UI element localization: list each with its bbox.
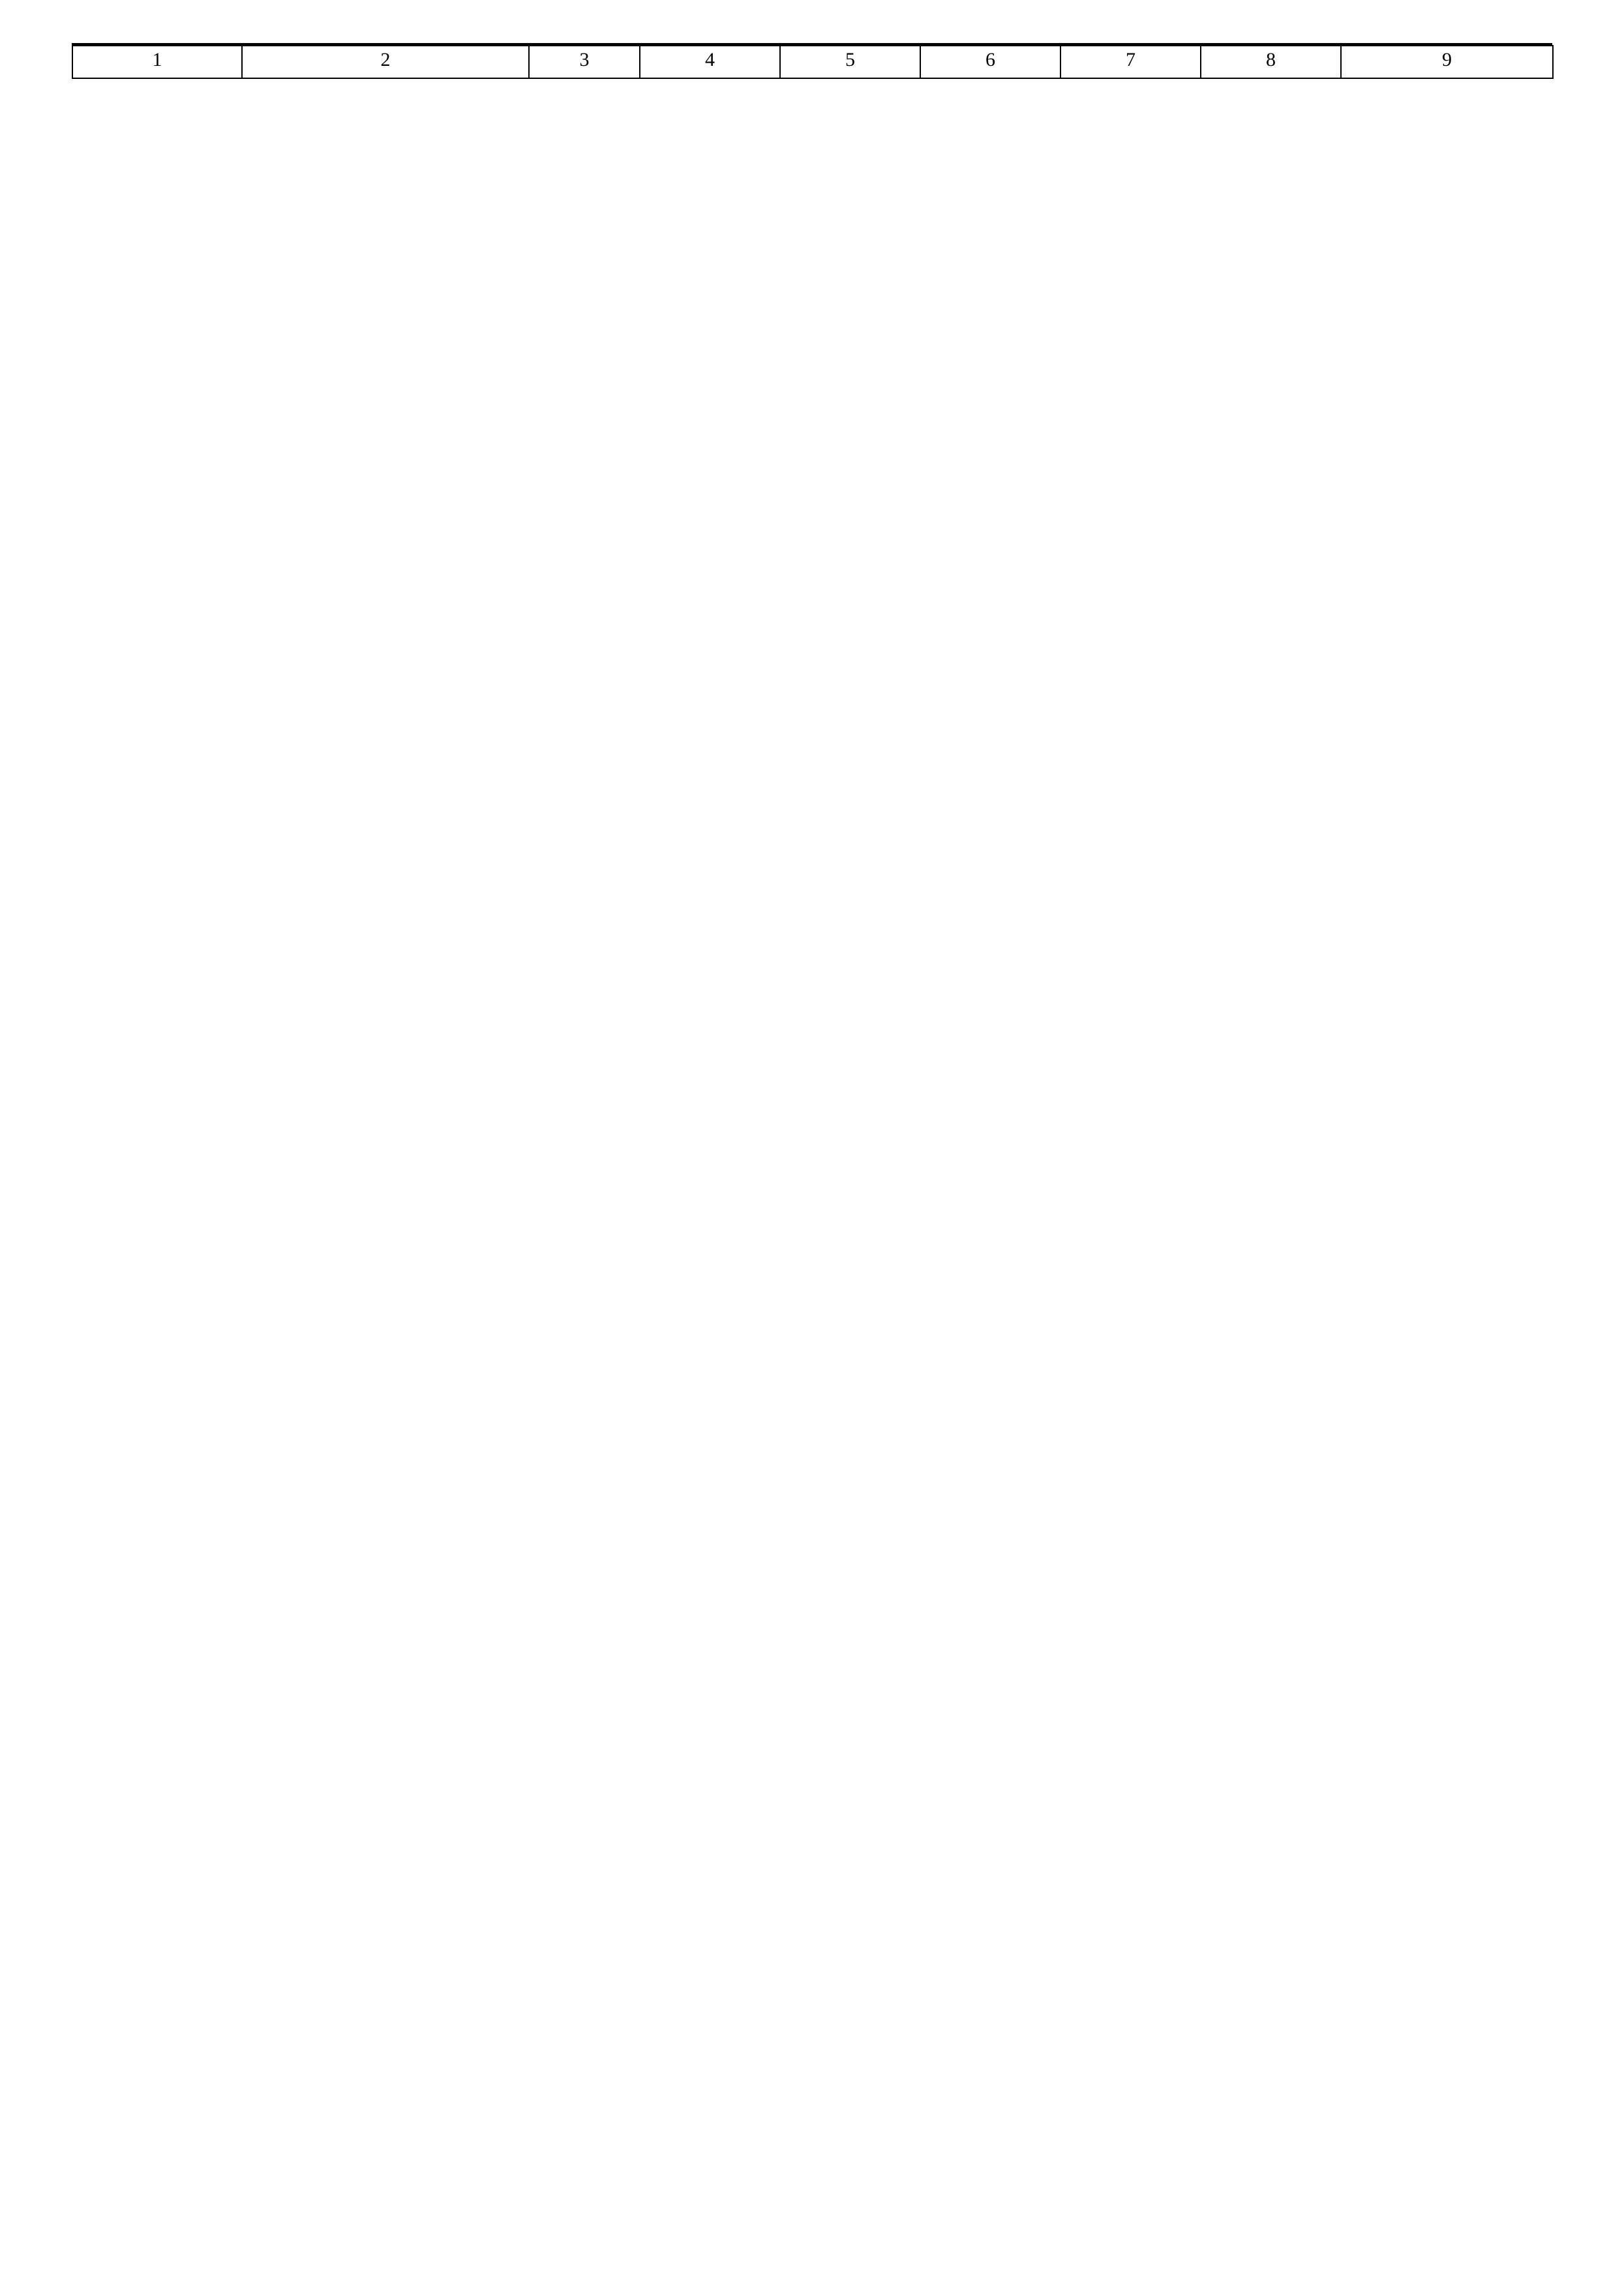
estimate-table (72, 45, 1554, 79)
column-number: 3 (529, 46, 640, 78)
column-numbers-row (72, 46, 1553, 78)
document-page (72, 39, 1552, 79)
column-number: 7 (1060, 46, 1201, 78)
column-number: 5 (780, 46, 920, 78)
column-number: 2 (242, 46, 529, 78)
column-number: 6 (920, 46, 1060, 78)
column-number: 9 (1341, 46, 1553, 78)
running-title (72, 39, 1552, 45)
column-number: 8 (1201, 46, 1341, 78)
column-number: 4 (640, 46, 780, 78)
column-number: 1 (72, 46, 242, 78)
